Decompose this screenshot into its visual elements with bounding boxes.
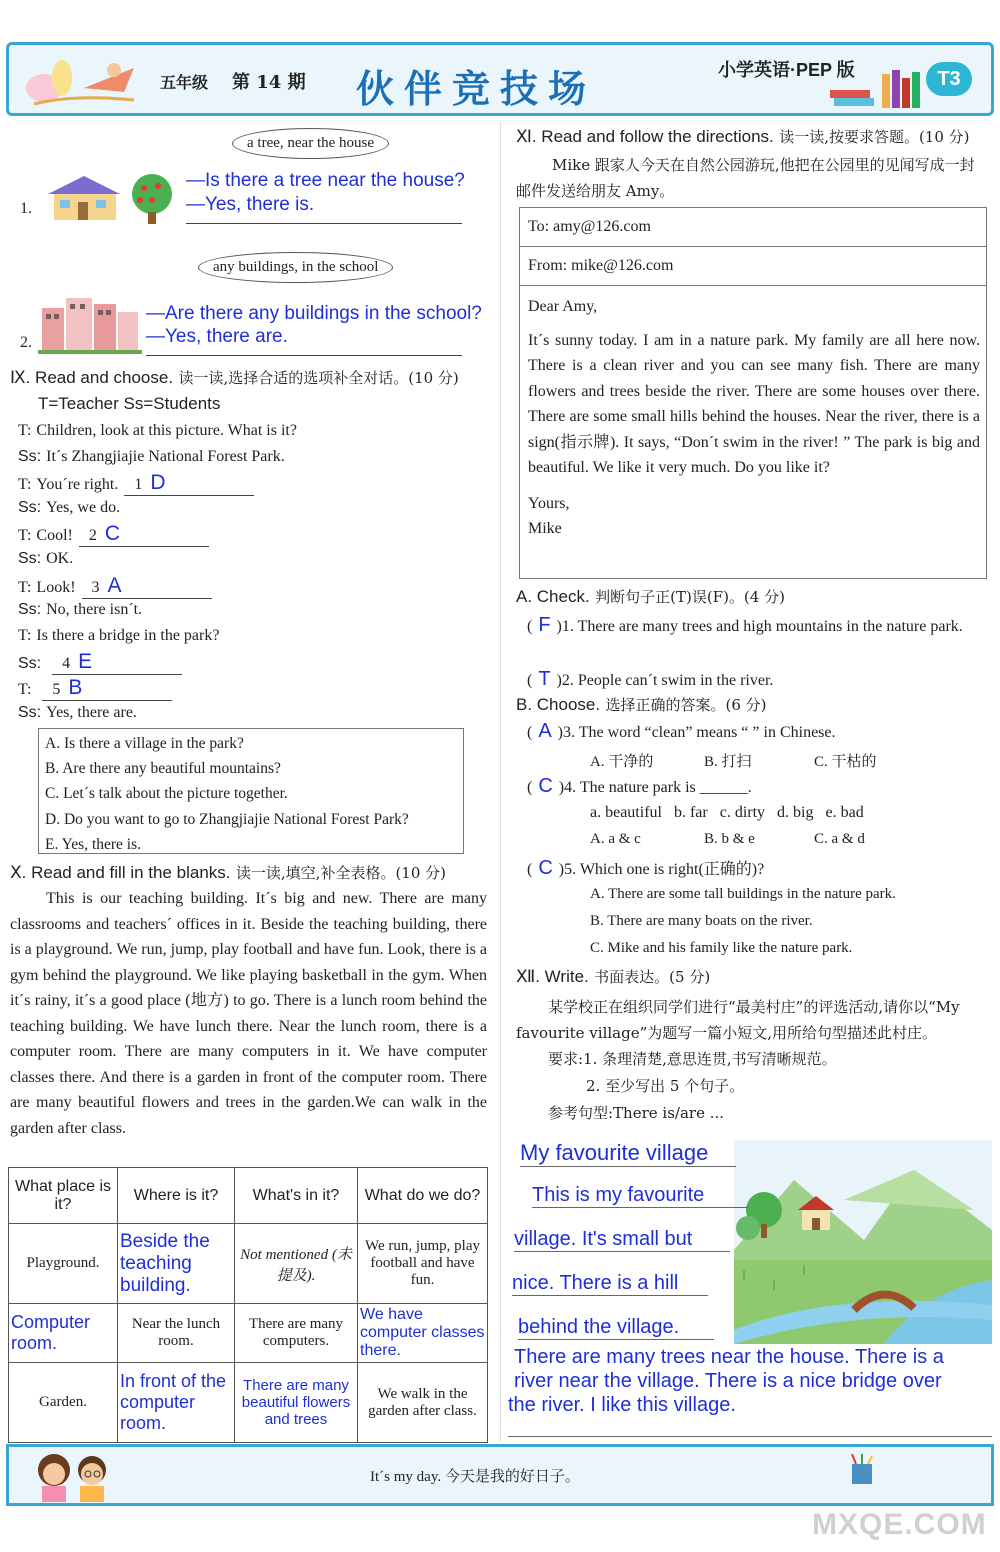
essay-line: village. It's small but	[514, 1228, 730, 1252]
section-12-instruction: 书面表达。(5 分)	[594, 968, 711, 986]
dialogue-text: You´re right.	[36, 476, 119, 494]
speaker-label: Ss:	[18, 655, 42, 673]
dialogue-line	[18, 522, 478, 548]
prompt-oval-2: any buildings, in the school	[198, 252, 393, 283]
question-number: 2.	[20, 334, 32, 351]
newspaper-title: 伙伴竞技场	[356, 66, 597, 111]
house-tree-icon	[44, 172, 184, 224]
books-illustration	[826, 68, 922, 110]
blank-answer: B	[68, 675, 83, 699]
dialogue-text: Yes, we do.	[46, 498, 121, 516]
column-divider	[500, 122, 501, 1442]
section-11-intro: Mike 跟家人今天在自然公园游玩,他把在公园里的见闻写成一封邮件发送给朋友 Amy。	[516, 156, 975, 200]
dialogue-text: Is there a bridge in the park?	[36, 626, 220, 644]
subject-label: 小学英语·PEP 版	[718, 60, 855, 80]
check-text-2: )2. People can´t swim in the river.	[556, 672, 774, 689]
email-signature: Mike	[528, 520, 562, 537]
speaker-label: T:	[18, 680, 32, 698]
writing-line	[508, 1436, 992, 1437]
dialogue-text: It´s Zhangjiajie National Forest Park.	[46, 447, 285, 465]
email-body: It´s sunny today. I am in a nature park. My family are all here now. There is a clean river and you can see many fish. There are many flowers and trees beside the river. There are some houses over there. There are some small hills behind the houses. Near the river, there is a sign(指示牌). It says, “Don´t swim in the river! ” The park is big and beautiful. We like it very much. Do you like it?	[528, 331, 980, 476]
part-a-title: A. Check.	[516, 587, 590, 606]
q3-option-b: B. 打扫	[704, 754, 752, 770]
blank-answer: A	[107, 573, 122, 597]
essay-line: This is my favourite	[532, 1184, 748, 1208]
q4-choices: a. beautiful b. far c. dirty d. big e. bad	[590, 804, 864, 821]
dialogue-line	[18, 625, 478, 651]
section-10-passage: This is our teaching building. It´s big and new. There are many classrooms and teachers´ offices in it. Beside the teaching building, there is a playground. We run, jump, play football and have fun. Look, there is a gym behind the playground. We like playing basketball in the gym. When it´s rainy, it´s a good place (地方) to go. There is a lunch room behind the teaching building. We have lunch there. Near the lunch room, there is a computer room. There are many computers in it. We have computer classes there. And there is a garden in front of the computer room. There are many beautiful flowers and trees in the garden.We can walk in the garden after class.	[10, 890, 487, 1137]
answer-blank	[42, 676, 172, 701]
section-9-instruction: 读一读,选择合适的选项补全对话。(10 分)	[178, 369, 459, 387]
speaker-label: Ss:	[18, 549, 42, 567]
section-10-instruction: 读一读,填空,补全表格。(10 分)	[235, 864, 447, 882]
speaker-label: T:	[18, 527, 32, 545]
pen-cup-icon	[842, 1454, 882, 1484]
table-answer-cell: Computer room.	[9, 1304, 118, 1363]
answer-blank	[79, 522, 209, 547]
part-b-heading	[516, 694, 767, 715]
blank-answer: C	[104, 522, 121, 546]
choose-text-3: )3. The word “clean” means “ ” in Chinese.	[557, 724, 836, 741]
table-cell: Garden.	[9, 1363, 118, 1443]
essay-line: river near the village. There is a nice bridge over	[514, 1370, 942, 1392]
answer-blank	[82, 574, 212, 599]
answer-line-2a: —Are there any buildings in the school?	[146, 303, 482, 324]
dialogue-line	[18, 497, 478, 523]
table-answer-cell: In front of the computer room.	[118, 1363, 235, 1443]
section-10-title: Ⅹ. Read and fill in the blanks.	[10, 863, 231, 882]
writing-line	[186, 223, 462, 224]
sentence-pattern: 参考句型:There is/are ...	[548, 1104, 725, 1122]
choose-q5: ( C )5. Which one is right(正确的)?	[527, 857, 765, 879]
school-buildings-icon	[38, 294, 142, 354]
children-illustration	[30, 1448, 116, 1504]
question-number: 1.	[20, 200, 32, 217]
table-answer-cell: Beside the teaching building.	[118, 1224, 235, 1304]
email-greeting: Dear Amy,	[528, 298, 598, 315]
section-12-title: Ⅻ. Write.	[516, 967, 589, 986]
choose-answer-3: A	[538, 720, 552, 742]
essay-line: behind the village.	[518, 1316, 714, 1340]
choose-q3: ( A )3. The word “clean” means “ ” in Chinese.	[527, 720, 836, 742]
table-cell: There are many computers.	[235, 1304, 358, 1363]
writing-line	[146, 355, 462, 356]
q4-option-a: A. a & c	[590, 831, 641, 847]
footer-text: It´s my day. 今天是我的好日子。	[370, 1469, 580, 1485]
kite-child-illustration	[14, 48, 144, 110]
speaker-legend: T=Teacher Ss=Students	[38, 394, 221, 413]
q5-option-a: A. There are some tall buildings in the nature park.	[590, 886, 896, 902]
section-9-title: Ⅸ. Read and choose.	[10, 368, 174, 387]
dialogue-line	[18, 446, 478, 472]
option-c: C. Let´s talk about the picture together.	[45, 785, 288, 803]
blank-number: 1	[134, 476, 143, 494]
section-11-title: Ⅺ. Read and follow the directions.	[516, 127, 774, 146]
choose-text-4: )4. The nature park is ______.	[558, 779, 752, 796]
email-to: To: amy@126.com	[520, 208, 986, 247]
dialogue-text: Children, look at this picture. What is it?	[36, 422, 297, 439]
requirement-1: 要求:1. 条理清楚,意思连贯,书写清晰规范。	[548, 1050, 837, 1068]
dialogue-line	[18, 599, 478, 625]
dialogue-list	[18, 420, 478, 727]
answer-line-2b: —Yes, there are.	[146, 326, 288, 347]
q5-option-b: B. There are many boats on the river.	[590, 913, 813, 929]
answer-blank	[124, 471, 254, 496]
prompt-oval-1: a tree, near the house	[232, 128, 389, 159]
part-a-item-1: ( F )1. There are many trees and high mountains in the nature park.	[527, 614, 963, 636]
choose-q4: ( C )4. The nature park is ______.	[527, 775, 752, 797]
fill-table	[8, 1167, 488, 1443]
table-header: Where is it?	[118, 1168, 235, 1224]
table-cell: We run, jump, play football and have fun.	[358, 1224, 488, 1304]
table-header: What's in it?	[235, 1168, 358, 1224]
dialogue-line	[18, 471, 478, 497]
speaker-label: Ss:	[18, 601, 42, 619]
part-a-instruction: 判断句子正(T)误(F)。(4 分)	[595, 588, 785, 606]
choose-answer-5: C	[538, 857, 553, 879]
check-answer-2: T	[538, 668, 551, 690]
speaker-label: T:	[18, 578, 32, 596]
q3-option-c: C. 干枯的	[814, 754, 877, 770]
options-box	[38, 728, 464, 854]
dialogue-line	[18, 650, 478, 676]
table-cell: We walk in the garden after class.	[358, 1363, 488, 1443]
blank-number: 5	[52, 680, 61, 698]
table-answer-cell: There are many beautiful flowers and trees	[235, 1363, 358, 1443]
table-header: What do we do?	[358, 1168, 488, 1224]
dialogue-line	[18, 676, 478, 702]
table-cell: Playground.	[9, 1224, 118, 1304]
dialogue-text: No, there isn´t.	[46, 601, 143, 619]
q5-option-c: C. Mike and his family like the nature park.	[590, 940, 853, 956]
email-from: From: mike@126.com	[520, 247, 986, 286]
choose-answer-4: C	[538, 775, 553, 797]
check-answer-1: F	[538, 614, 551, 636]
essay-title: My favourite village	[520, 1140, 736, 1167]
speaker-label: T:	[18, 476, 32, 494]
section-11-heading	[516, 126, 970, 147]
part-a-heading	[516, 586, 785, 607]
blank-answer: E	[78, 650, 93, 674]
dialogue-text: Look!	[36, 578, 76, 596]
section-9-heading	[10, 367, 459, 388]
check-text-1: )1. There are many trees and high mountains in the nature park.	[556, 618, 963, 635]
essay-area	[508, 1140, 994, 1430]
dialogue-line	[18, 420, 478, 446]
dialogue-line	[18, 548, 478, 574]
issue-label: 第 14 期	[232, 72, 306, 93]
email-closing: Yours,	[528, 494, 570, 512]
section-12-heading	[516, 966, 710, 987]
essay-line: the river. I like this village.	[508, 1394, 736, 1416]
part-b-title: B. Choose.	[516, 695, 601, 714]
option-e: E. Yes, there is.	[45, 835, 142, 853]
table-cell: Near the lunch room.	[118, 1304, 235, 1363]
choose-text-5: )5. Which one is right(正确的)?	[558, 861, 765, 878]
blank-number: 4	[62, 655, 71, 673]
blank-number: 3	[91, 578, 100, 596]
table-answer-cell: We have computer classes there.	[358, 1304, 488, 1363]
dialogue-line	[18, 702, 478, 728]
essay-line: nice. There is a hill	[512, 1272, 708, 1296]
option-d: D. Do you want to go to Zhangjiajie National Forest Park?	[45, 810, 409, 828]
section-10-heading	[10, 862, 446, 883]
table-cell: Not mentioned (未提及).	[235, 1224, 358, 1304]
speaker-label: T:	[18, 626, 32, 644]
q3-option-a: A. 干净的	[590, 754, 654, 770]
grade-label: 五年级	[160, 73, 209, 92]
dialogue-text: Cool!	[36, 527, 73, 545]
part-b-instruction: 选择正确的答案。(6 分)	[605, 696, 767, 714]
requirement-2: 2. 至少写出 5 个句子。	[586, 1077, 745, 1095]
answer-line-1a: —Is there a tree near the house?	[186, 170, 465, 191]
blank-number: 2	[88, 527, 97, 545]
dialogue-line	[18, 574, 478, 600]
speaker-label: T:	[18, 422, 32, 439]
email-box	[519, 207, 987, 579]
table-header: What place is it?	[9, 1168, 118, 1224]
watermark-text: MXQE.COM	[812, 1508, 987, 1541]
answer-line-1b: —Yes, there is.	[186, 194, 315, 215]
essay-line: There are many trees near the house. There is a	[514, 1346, 944, 1368]
speaker-label: Ss:	[18, 498, 42, 516]
speaker-label: Ss:	[18, 703, 42, 721]
section-12-prompt: 某学校正在组织同学们进行“最美村庄”的评选活动,请你以“My favourite village”为题写一篇小短文,用所给句型描述此村庄。	[516, 998, 960, 1042]
answer-blank	[52, 650, 182, 675]
speaker-label: Ss:	[18, 447, 42, 465]
dialogue-text: Yes, there are.	[46, 703, 137, 721]
email-content	[520, 286, 986, 542]
option-a: A. Is there a village in the park?	[45, 735, 244, 752]
section-11-instruction: 读一读,按要求答题。(10 分)	[779, 128, 970, 146]
q4-option-c: C. a & d	[814, 831, 865, 847]
dialogue-text: OK.	[46, 549, 74, 567]
q4-option-b: B. b & e	[704, 831, 755, 847]
part-a-item-2: ( T )2. People can´t swim in the river.	[527, 668, 774, 690]
option-b: B. Are there any beautiful mountains?	[45, 760, 281, 778]
page-badge: T3	[926, 62, 972, 96]
blank-answer: D	[150, 471, 166, 495]
